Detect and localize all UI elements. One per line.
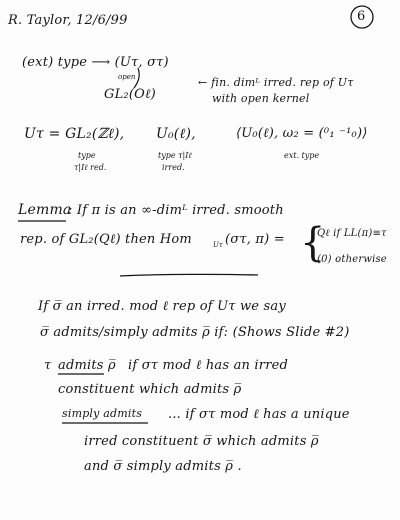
lemma-line-2b: (στ, π) = — [225, 232, 285, 247]
page-number: 6 — [357, 9, 366, 24]
page-number-circle — [351, 6, 373, 28]
note-open-kernel: with open kernel — [212, 92, 310, 105]
u-tau-def: Uτ = GL₂(ℤℓ), — [24, 126, 125, 142]
author-date: R. Taylor, 12/6/99 — [8, 13, 128, 28]
divider-stroke — [120, 274, 258, 276]
admits-line-1: if στ mod ℓ has an irred — [128, 358, 289, 373]
ext-type-line: (ext) type ⟶ (Uτ, στ) — [22, 55, 169, 70]
u0-def: U₀(ℓ), — [156, 126, 196, 142]
def-line-2: σ̅ admits/simply admits ρ̅ if: (Shows Slide #2) — [40, 325, 350, 340]
admits-term: admits ρ̅ — [58, 358, 116, 373]
sub-ext-type: ext. type — [284, 151, 320, 160]
lemma-label: Lemma — [18, 202, 72, 218]
gl2-ql: GL₂(Oℓ) — [104, 87, 156, 102]
ext-pair: ⟨U₀(ℓ), ω₂ = (⁰₁ ⁻¹₀)⟩ — [236, 126, 368, 141]
admits-line-3: ... if στ mod ℓ has a unique — [168, 407, 350, 422]
tau-symbol: τ — [44, 358, 52, 373]
def-line-1: If σ̅ an irred. mod ℓ rep of Uτ we say — [38, 299, 286, 314]
note-fin-dim: ← fin. dimᴸ irred. rep of Uτ — [198, 76, 354, 89]
open-label: open — [118, 73, 136, 81]
hom-subscript: Uτ — [213, 241, 223, 249]
lemma-line-1: : If π is an ∞-dimᴸ irred. smooth — [68, 203, 284, 218]
admits-line-4: irred constituent σ̅ which admits ρ̅ — [84, 434, 319, 449]
case-1: Qℓ if LL(π)≡τ — [317, 228, 387, 239]
sub-type-2: type τ|Iℓ — [158, 151, 192, 160]
open-arrow — [134, 68, 139, 88]
sub-irred: irred. — [162, 163, 185, 172]
sub-type-1: type — [78, 151, 96, 160]
simply-admits-term: simply admits — [62, 407, 143, 420]
sub-red: τ|Iℓ red. — [74, 163, 107, 172]
lemma-line-2: rep. of GL₂(Qℓ) then Hom — [20, 232, 192, 247]
case-2: (0) otherwise — [317, 254, 387, 265]
admits-line-5: and σ̅ simply admits ρ̅ . — [84, 459, 242, 474]
cases-brace: { — [300, 220, 326, 266]
admits-line-2: constituent which admits ρ̅ — [58, 382, 242, 397]
